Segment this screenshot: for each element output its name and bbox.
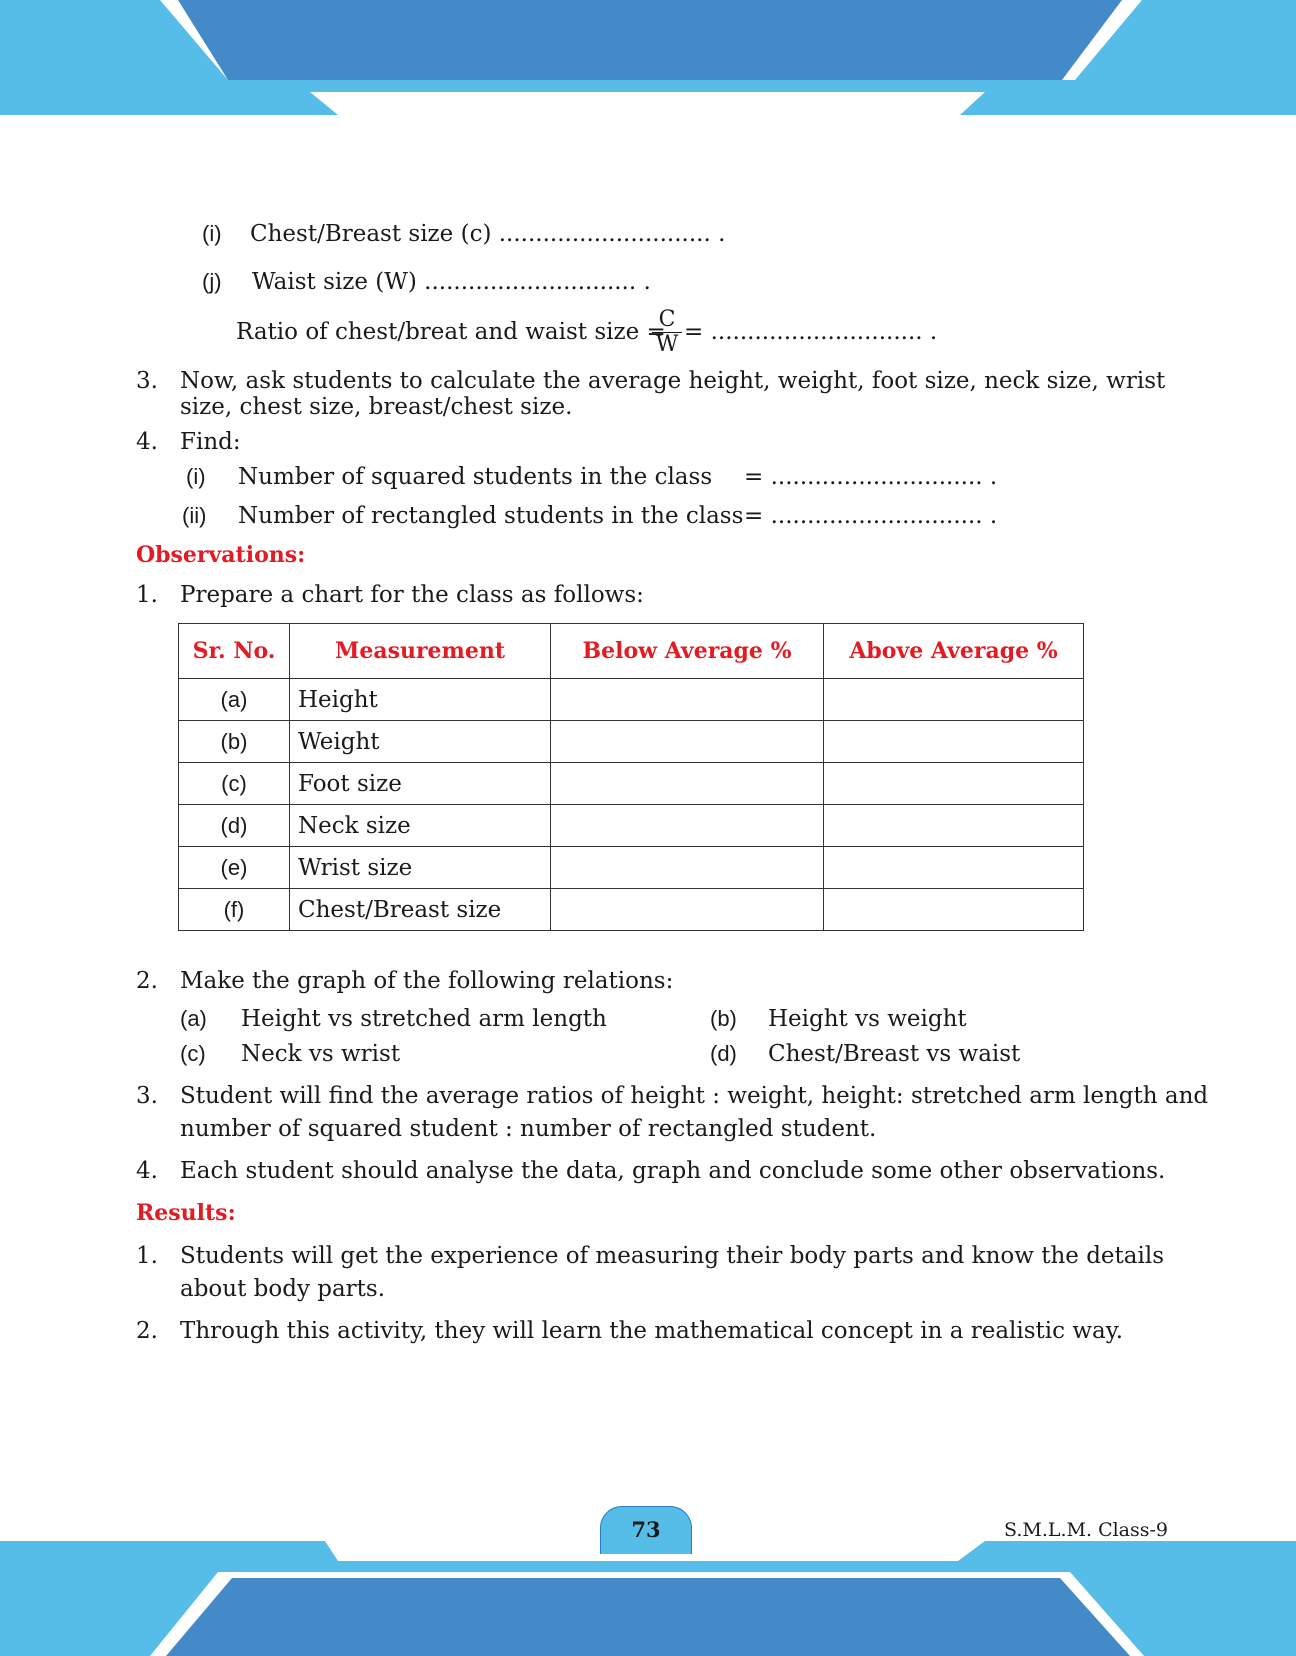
above-average-cell xyxy=(824,889,1084,931)
observations-heading: Observations: xyxy=(136,542,306,568)
table-row xyxy=(179,805,1084,847)
row-sr: (b) xyxy=(179,721,290,763)
table-row xyxy=(179,679,1084,721)
book-title: S.M.L.M. Class-9 xyxy=(1004,1519,1169,1541)
below-average-cell xyxy=(551,805,824,847)
row-measurement: Neck size xyxy=(290,805,551,847)
table-row xyxy=(179,889,1084,931)
below-average-cell xyxy=(551,679,824,721)
result-1-cont: about body parts. xyxy=(180,1276,386,1302)
observation-3-cont: number of squared student : number of rectangled student. xyxy=(180,1116,877,1142)
row-measurement: Height xyxy=(290,679,551,721)
below-average-cell xyxy=(551,763,824,805)
header-sr-no: Sr. No. xyxy=(179,624,290,679)
measurement-chart-table xyxy=(178,623,1084,931)
row-sr: (c) xyxy=(179,763,290,805)
table-row xyxy=(179,763,1084,805)
header-measurement: Measurement xyxy=(290,624,551,679)
ratio-fraction: C W xyxy=(652,309,682,356)
row-sr: (d) xyxy=(179,805,290,847)
ratio-blank: = ............................. . xyxy=(684,319,938,345)
page-number-tab: 73 xyxy=(600,1506,692,1554)
header-below-average: Below Average % xyxy=(551,624,824,679)
row-sr: (a) xyxy=(179,679,290,721)
above-average-cell xyxy=(824,805,1084,847)
row-measurement: Foot size xyxy=(290,763,551,805)
table-row xyxy=(179,847,1084,889)
row-sr: (f) xyxy=(179,889,290,931)
above-average-cell xyxy=(824,847,1084,889)
row-measurement: Weight xyxy=(290,721,551,763)
row-measurement: Chest/Breast size xyxy=(290,889,551,931)
table-header-row xyxy=(179,624,1084,679)
step-3-cont: size, chest size, breast/chest size. xyxy=(180,394,573,420)
row-sr: (e) xyxy=(179,847,290,889)
below-average-cell xyxy=(551,721,824,763)
below-average-cell xyxy=(551,847,824,889)
header-above-average: Above Average % xyxy=(824,624,1084,679)
above-average-cell xyxy=(824,721,1084,763)
above-average-cell xyxy=(824,679,1084,721)
ratio-line: Ratio of chest/breat and waist size = xyxy=(236,319,666,345)
top-banner xyxy=(0,0,1296,115)
results-heading: Results: xyxy=(136,1200,236,1226)
table-row xyxy=(179,721,1084,763)
row-measurement: Wrist size xyxy=(290,847,551,889)
above-average-cell xyxy=(824,763,1084,805)
below-average-cell xyxy=(551,889,824,931)
